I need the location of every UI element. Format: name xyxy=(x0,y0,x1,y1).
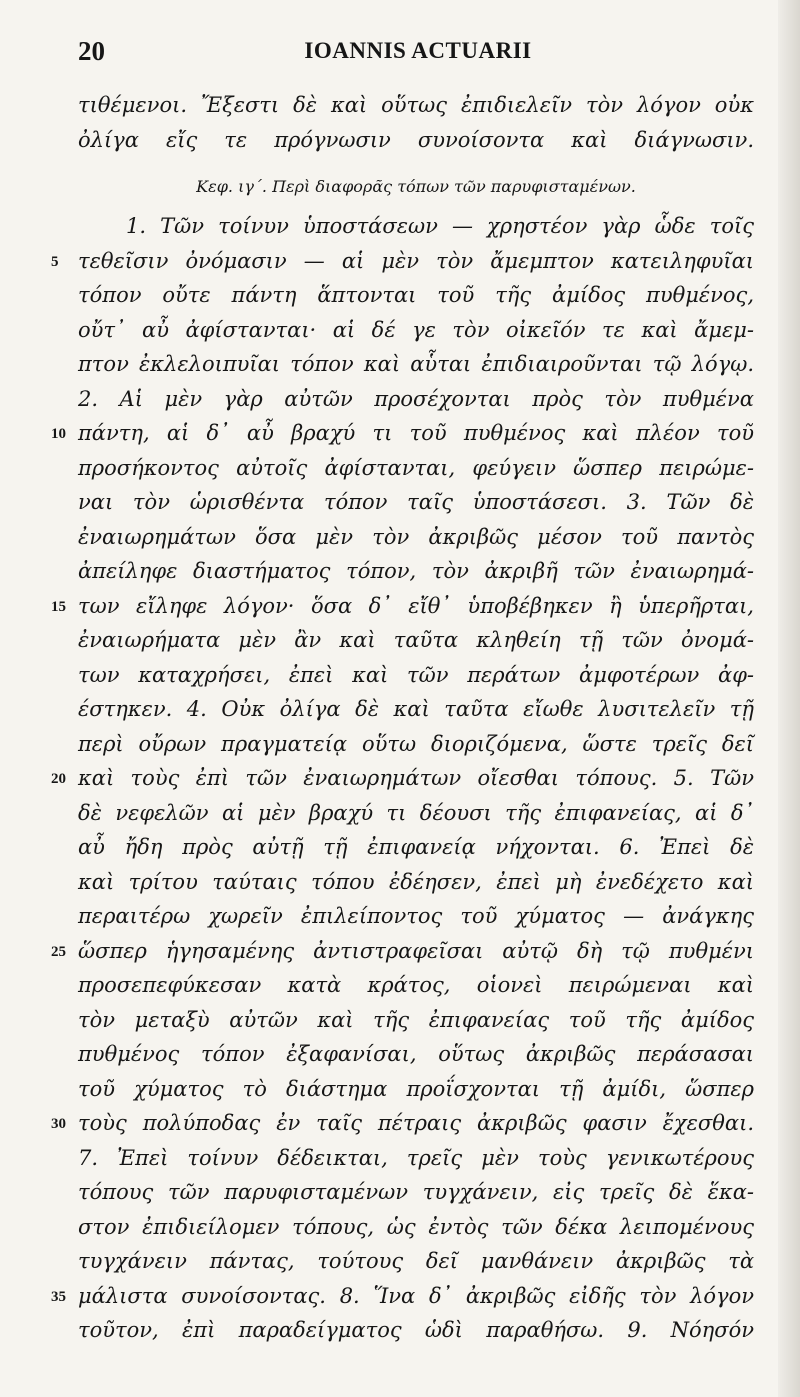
line-text: ναι τὸν ὡρισθέντα τόπον ταῖς ὑποστάσεσι. 3. Τῶν δὲ xyxy=(78,490,754,514)
line-text: πτον ἐκλελοιπυῖαι τόπον καὶ αὗται ἐπιδιαιροῦνται τῷ λόγῳ. xyxy=(78,352,754,376)
line-text: περαιτέρω χωρεῖν ἐπιλείποντος τοῦ χύματος — ἀνάγκης xyxy=(78,904,754,928)
text-line xyxy=(78,1003,754,1038)
text-line xyxy=(78,313,754,348)
line-number: 30 xyxy=(51,1116,66,1132)
line-text: πάντη, αἱ δ᾽ αὖ βραχύ τι τοῦ πυθμένος καὶ πλέον τοῦ xyxy=(78,421,754,445)
text-line xyxy=(78,1244,754,1279)
running-head: IOANNIS ACTUARII xyxy=(304,38,532,63)
line-text: μάλιστα συνοίσοντας. 8. Ἵνα δ᾽ ἀκριβῶς εἰδῆς τὸν λόγον xyxy=(78,1283,754,1308)
line-text: καὶ τρίτου ταύταις τόπου ἐδέησεν, ἐπεὶ μὴ ἐνεδέχετο καὶ xyxy=(78,869,754,894)
line-text: τοῦτον, ἐπὶ παραδείγματος ὡδὶ παραθήσω. 9. Νόησόν xyxy=(78,1318,754,1342)
line-text: ὀλίγα εἴς τε πρόγνωσιν συνοίσοντα καὶ διάγνωσιν. xyxy=(78,127,754,152)
line-text: τυγχάνειν πάντας, τούτους δεῖ μανθάνειν ἀκριβῶς τὰ xyxy=(78,1249,754,1273)
text-line xyxy=(51,934,754,969)
text-line xyxy=(78,623,754,658)
text-line xyxy=(78,520,754,555)
line-number: 25 xyxy=(51,943,66,960)
text-line xyxy=(78,968,754,1003)
line-text: προσήκοντος αὐτοῖς ἀφίστανται, φεύγειν ὥσπερ πειρώμε- xyxy=(78,455,754,480)
text-line xyxy=(78,1072,754,1107)
text-line xyxy=(51,589,754,624)
text-line xyxy=(78,1141,754,1176)
line-text: ἀπείληφε διαστήματος τόπον, τὸν ἀκριβῆ τῶν ἐναιωρημά- xyxy=(78,559,754,583)
line-text: οὔτ᾽ αὖ ἀφίστανται· αἱ δέ γε τὸν οἰκεῖόν τε καὶ ἄμεμ- xyxy=(78,317,754,342)
text-line xyxy=(51,1106,754,1141)
text-line xyxy=(78,88,754,123)
text-line xyxy=(78,796,754,831)
text-line xyxy=(78,382,754,417)
text-line xyxy=(78,209,754,244)
text-line xyxy=(78,485,754,520)
line-text: τιθέμενοι. Ἔξεστι δὲ καὶ οὕτως ἐπιδιελεῖν τὸν λόγον οὐκ xyxy=(78,93,754,117)
line-text: 2. Αἱ μὲν γὰρ αὐτῶν προσέχονται πρὸς τὸν πυθμένα xyxy=(78,386,754,411)
line-text: των καταχρήσει, ἐπεὶ καὶ τῶν περάτων ἀμφοτέρων ἀφ- xyxy=(78,662,754,687)
line-text: Κεφ. ιγ΄. Περὶ διαφορᾶς τόπων τῶν παρυφισταμένων. xyxy=(196,177,636,196)
greek-text-block xyxy=(51,88,754,1348)
text-line xyxy=(51,416,754,451)
text-line xyxy=(78,727,754,762)
line-text: αὖ ἤδη πρὸς αὐτῇ τῇ ἐπιφανείᾳ νήχονται. 6. Ἐπεὶ δὲ xyxy=(78,835,754,859)
line-text: δὲ νεφελῶν αἱ μὲν βραχύ τι δέουσι τῆς ἐπιφανείας, αἱ δ᾽ xyxy=(78,800,754,825)
line-number: 20 xyxy=(51,771,66,787)
text-line xyxy=(51,761,754,796)
line-text: 7. Ἐπεὶ τοίνυν δέδεικται, τρεῖς μὲν τοὺς γενικωτέρους xyxy=(78,1145,754,1170)
page-edge xyxy=(778,0,800,1397)
line-text: τόπον οὔτε πάντη ἅπτονται τοῦ τῆς ἀμίδος πυθμένος, xyxy=(78,283,754,307)
line-text: καὶ τοὺς ἐπὶ τῶν ἐναιωρημάτων οἴεσθαι τόπους. 5. Τῶν xyxy=(78,766,754,790)
text-line xyxy=(78,899,754,934)
chapter-heading xyxy=(78,157,754,209)
line-number: 35 xyxy=(51,1288,66,1305)
text-line xyxy=(51,244,754,279)
text-line xyxy=(78,554,754,589)
text-line xyxy=(78,278,754,313)
line-text: ἐναιωρήματα μὲν ἂν καὶ ταῦτα κληθείη τῇ τῶν ὀνομά- xyxy=(78,628,754,652)
text-line xyxy=(51,1279,754,1314)
text-line xyxy=(78,347,754,382)
line-text: τὸν μεταξὺ αὐτῶν καὶ τῆς ἐπιφανείας τοῦ τῆς ἀμίδος xyxy=(78,1007,754,1032)
line-text: τεθεῖσιν ὀνόμασιν — αἱ μὲν τὸν ἄμεμπτον κατειληφυῖαι xyxy=(78,248,754,273)
line-text: τόπους τῶν παρυφισταμένων τυγχάνειν, εἰς τρεῖς δὲ ἕκα- xyxy=(78,1180,754,1204)
line-text: τοῦ χύματος τὸ διάστημα προΐσχονται τῇ ἀμίδι, ὥσπερ xyxy=(78,1076,754,1101)
line-number: 5 xyxy=(51,253,59,270)
text-line xyxy=(78,830,754,865)
line-text: πυθμένος τόπον ἐξαφανίσαι, οὕτως ἀκριβῶς περάσασαι xyxy=(78,1042,754,1066)
page-number: 20 xyxy=(78,36,105,66)
text-line xyxy=(78,1037,754,1072)
line-text: των εἴληφε λόγον· ὅσα δ᾽ εἴθ᾽ ὑποβέβηκεν ἢ ὑπερῆρται, xyxy=(78,593,754,618)
line-text: στον ἐπιδιείλομεν τόπους, ὡς ἐντὸς τῶν δέκα λειπομένους xyxy=(78,1214,754,1239)
line-number: 15 xyxy=(51,598,66,615)
line-text: 1. Τῶν τοίνυν ὑποστάσεων — χρηστέον γὰρ ὧδε τοῖς xyxy=(126,214,754,238)
line-text: ἐναιωρημάτων ὅσα μὲν τὸν ἀκριβῶς μέσον τοῦ παντὸς xyxy=(78,524,754,549)
text-line xyxy=(78,692,754,727)
text-line xyxy=(78,123,754,158)
line-text: προσεπεφύκεσαν κατὰ κράτος, οἱονεὶ πειρώμεναι καὶ xyxy=(78,973,754,997)
line-text: περὶ οὔρων πραγματείᾳ οὕτω διοριζόμενα, ὥστε τρεῖς δεῖ xyxy=(78,731,754,756)
text-line xyxy=(78,658,754,693)
line-text: τοὺς πολύποδας ἐν ταῖς πέτραις ἀκριβῶς φασιν ἔχεσθαι. xyxy=(78,1111,754,1135)
line-number: 10 xyxy=(51,426,66,442)
text-line xyxy=(78,451,754,486)
page-header xyxy=(78,36,758,76)
line-text: έστηκεν. 4. Οὐκ ὀλίγα δὲ καὶ ταῦτα εἴωθε λυσιτελεῖν τῇ xyxy=(78,697,754,721)
line-text: ὥσπερ ἡγησαμένης ἀντιστραφεῖσαι αὐτῷ δὴ τῷ πυθμένι xyxy=(78,938,754,963)
text-line xyxy=(78,1210,754,1245)
text-line xyxy=(78,1313,754,1348)
text-line xyxy=(78,1175,754,1210)
text-line xyxy=(78,865,754,900)
